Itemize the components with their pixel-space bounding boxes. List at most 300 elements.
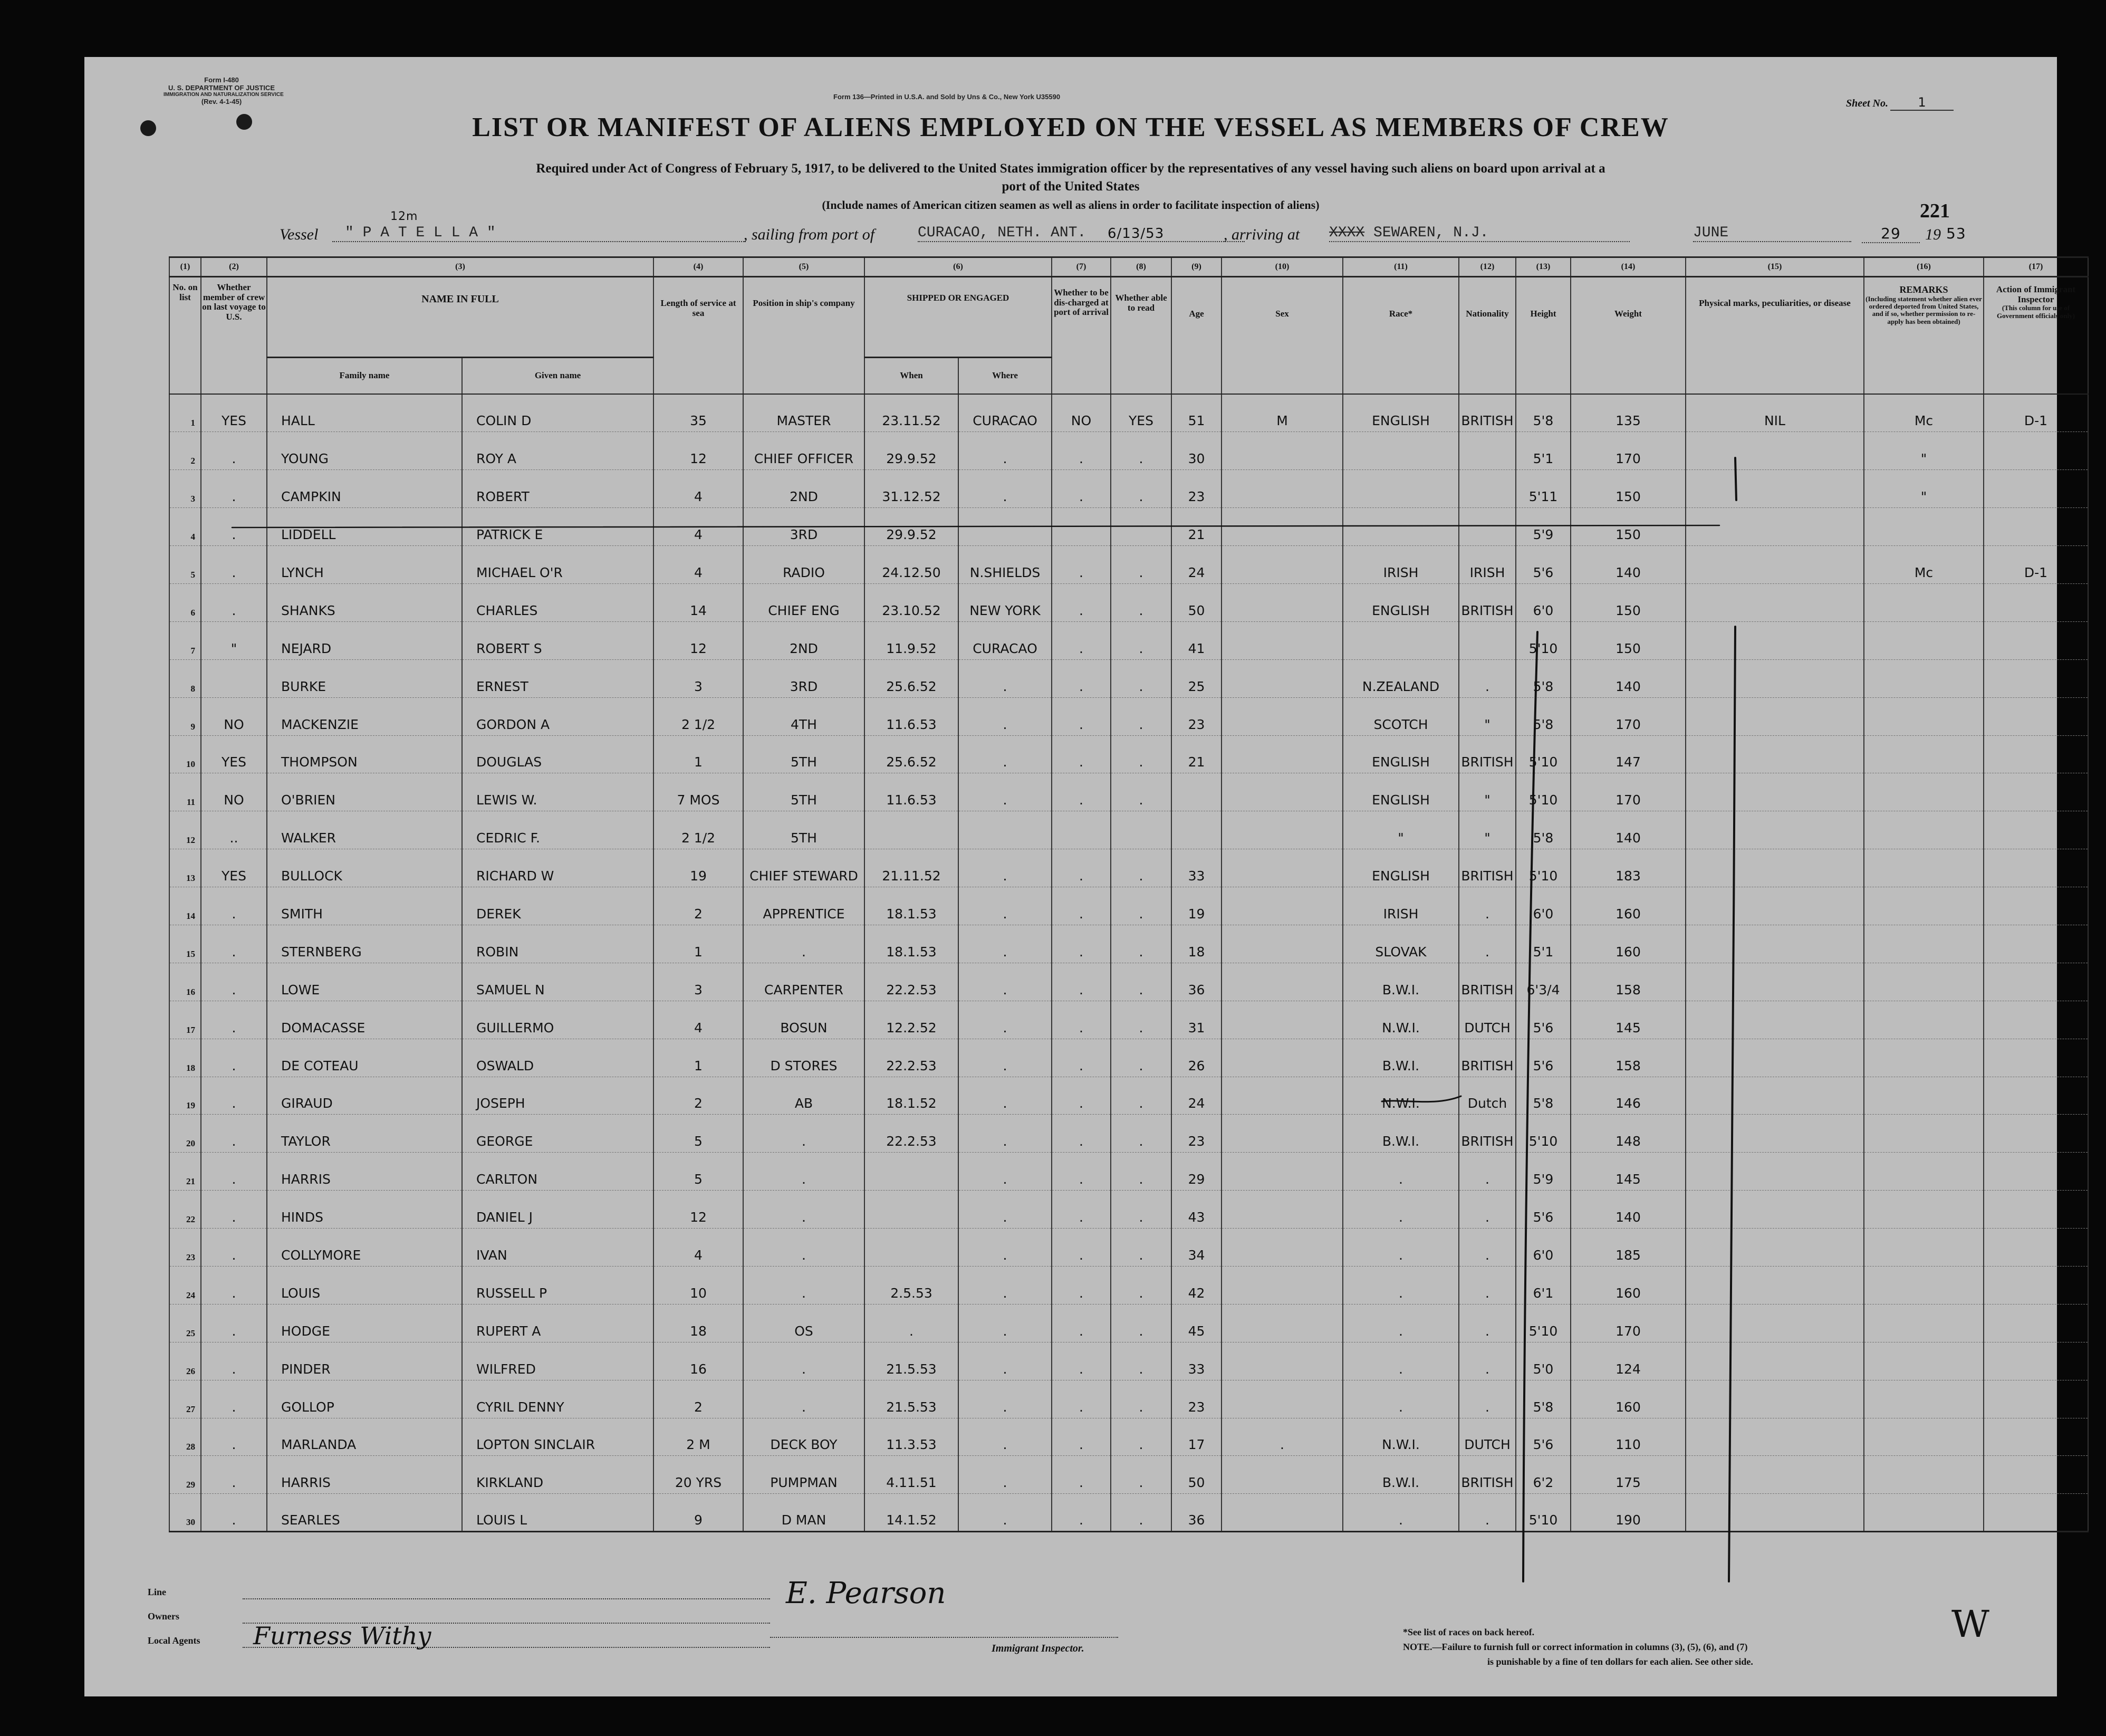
cell-length-service: 1 — [653, 1039, 743, 1077]
cell-position: DECK BOY — [743, 1418, 864, 1456]
cell-crew-no: 5 — [169, 546, 201, 584]
vessel-name: " P A T E L L A " — [332, 225, 746, 242]
cell-last-voyage: . — [201, 1456, 267, 1494]
cell-race: N.W.I. — [1343, 1077, 1459, 1115]
col-num: (5) — [743, 257, 864, 277]
cell-nationality: . — [1459, 1229, 1516, 1267]
cell-height: 5'10 — [1516, 849, 1571, 887]
cell-position: OS — [743, 1304, 864, 1342]
header-sex: Sex — [1222, 277, 1343, 395]
cell-given-name: PATRICK E — [462, 508, 653, 546]
col-num: (8) — [1111, 257, 1171, 277]
cell-nationality: BRITISH — [1459, 1115, 1516, 1153]
cell-given-name: ROBIN — [462, 925, 653, 963]
sheet-label: Sheet No. — [1846, 98, 1888, 109]
arrival-day: 29 — [1862, 225, 1920, 243]
cell-shipped-where: . — [958, 1342, 1052, 1380]
cell-discharged: . — [1052, 1418, 1111, 1456]
cell-weight: 150 — [1571, 470, 1686, 508]
cell-weight: 160 — [1571, 925, 1686, 963]
cell-height: 5'1 — [1516, 925, 1571, 963]
cell-weight: 158 — [1571, 963, 1686, 1001]
cell-able-read: . — [1111, 1342, 1171, 1380]
cell-last-voyage: . — [201, 432, 267, 470]
cell-height: 5'8 — [1516, 1380, 1571, 1418]
cell-age: 30 — [1171, 432, 1222, 470]
manifest-sheet — [84, 57, 2076, 1696]
cell-age: 25 — [1171, 659, 1222, 697]
header-when: When — [864, 357, 958, 394]
cell-age: 50 — [1171, 583, 1222, 621]
cell-crew-no: 25 — [169, 1304, 201, 1342]
cell-shipped-where: . — [958, 925, 1052, 963]
cell-family-name: DOMACASSE — [267, 1001, 462, 1039]
cell-able-read: . — [1111, 1456, 1171, 1494]
cell-length-service: 1 — [653, 925, 743, 963]
cell-race: . — [1343, 1304, 1459, 1342]
cell-position: 5TH — [743, 735, 864, 773]
cell-length-service: 4 — [653, 508, 743, 546]
cell-nationality: BRITISH — [1459, 849, 1516, 887]
cell-weight: 150 — [1571, 508, 1686, 546]
cell-shipped-where: . — [958, 432, 1052, 470]
subtitle-line-1: Required under Act of Congress of February 5, 1917, to be delivered to the United States immigration officer by the representatives of any vessel having such aliens on board upon arrival at a — [536, 161, 1605, 176]
cell-length-service: 2 1/2 — [653, 811, 743, 849]
cell-length-service: 2 — [653, 1380, 743, 1418]
cell-crew-no: 6 — [169, 583, 201, 621]
sailing-port: CURACAO, NETH. ANT. — [918, 225, 1245, 242]
cell-shipped-where: N.SHIELDS — [958, 546, 1052, 584]
cell-family-name: THOMPSON — [267, 735, 462, 773]
cell-family-name: YOUNG — [267, 432, 462, 470]
cell-family-name: CAMPKIN — [267, 470, 462, 508]
cell-shipped-where: . — [958, 735, 1052, 773]
cell-able-read: . — [1111, 963, 1171, 1001]
cell-last-voyage: . — [201, 508, 267, 546]
cell-age: 34 — [1171, 1229, 1222, 1267]
cell-height: 5'9 — [1516, 508, 1571, 546]
cell-able-read: . — [1111, 1380, 1171, 1418]
cell-race: B.W.I. — [1343, 963, 1459, 1001]
cell-position: APPRENTICE — [743, 887, 864, 925]
cell-shipped-where: CURACAO — [958, 621, 1052, 659]
cell-length-service: 5 — [653, 1115, 743, 1153]
cell-last-voyage: . — [201, 1418, 267, 1456]
cell-crew-no: 26 — [169, 1342, 201, 1380]
agents-signature: Furness Withy — [253, 1622, 431, 1650]
cell-age: 21 — [1171, 508, 1222, 546]
header-shipped: SHIPPED OR ENGAGED — [864, 277, 1052, 358]
cell-shipped-when: 31.12.52 — [864, 470, 958, 508]
cell-able-read: . — [1111, 1229, 1171, 1267]
cell-family-name: BURKE — [267, 659, 462, 697]
cell-discharged: . — [1052, 1266, 1111, 1304]
cell-shipped-when: 29.9.52 — [864, 432, 958, 470]
cell-weight: 140 — [1571, 811, 1686, 849]
cell-shipped-where: . — [958, 1380, 1052, 1418]
cell-age: 24 — [1171, 1077, 1222, 1115]
cell-discharged: NO — [1052, 394, 1111, 432]
cell-length-service: 4 — [653, 546, 743, 584]
cell-position: AB — [743, 1077, 864, 1115]
cell-crew-no: 14 — [169, 887, 201, 925]
cell-discharged: . — [1052, 1191, 1111, 1229]
header-no-on-list: No. on list — [169, 277, 201, 395]
cell-weight: 150 — [1571, 621, 1686, 659]
cell-sex: . — [1222, 1418, 1343, 1456]
cell-discharged: . — [1052, 1304, 1111, 1342]
cell-weight: 183 — [1571, 849, 1686, 887]
cell-weight: 135 — [1571, 394, 1686, 432]
cell-given-name: DOUGLAS — [462, 735, 653, 773]
cell-given-name: LOPTON SINCLAIR — [462, 1418, 653, 1456]
cell-able-read: . — [1111, 1418, 1171, 1456]
cell-height: 5'6 — [1516, 1039, 1571, 1077]
cell-age: 19 — [1171, 887, 1222, 925]
cell-age: 18 — [1171, 925, 1222, 963]
cell-nationality: BRITISH — [1459, 394, 1516, 432]
cell-length-service: 4 — [653, 1001, 743, 1039]
cell-last-voyage: . — [201, 1077, 267, 1115]
cell-last-voyage: . — [201, 1153, 267, 1191]
cell-crew-no: 3 — [169, 470, 201, 508]
cell-crew-no: 23 — [169, 1229, 201, 1267]
cell-able-read: . — [1111, 1039, 1171, 1077]
cell-nationality: BRITISH — [1459, 1039, 1516, 1077]
header-name-in-full: NAME IN FULL — [267, 277, 653, 358]
cell-age: 36 — [1171, 1494, 1222, 1532]
cell-given-name: GUILLERMO — [462, 1001, 653, 1039]
cell-height: 5'8 — [1516, 697, 1571, 735]
cell-family-name: TAYLOR — [267, 1115, 462, 1153]
cell-given-name: CEDRIC F. — [462, 811, 653, 849]
cell-shipped-where: . — [958, 470, 1052, 508]
cell-family-name: LIDDELL — [267, 508, 462, 546]
cell-length-service: 14 — [653, 583, 743, 621]
cell-given-name: GEORGE — [462, 1115, 653, 1153]
col-num: (9) — [1171, 257, 1222, 277]
cell-weight: 160 — [1571, 1380, 1686, 1418]
local-agents-label: Local Agents — [148, 1635, 200, 1646]
form-number: Form I-480 — [204, 76, 239, 84]
cell-given-name: RUSSELL P — [462, 1266, 653, 1304]
cell-shipped-where: . — [958, 887, 1052, 925]
cell-able-read: . — [1111, 659, 1171, 697]
cell-able-read: . — [1111, 1001, 1171, 1039]
cell-discharged: . — [1052, 546, 1111, 584]
cell-race: . — [1343, 1191, 1459, 1229]
cell-discharged: . — [1052, 1342, 1111, 1380]
cell-weight: 110 — [1571, 1418, 1686, 1456]
cell-position: 3RD — [743, 508, 864, 546]
cell-length-service: 10 — [653, 1266, 743, 1304]
cell-height: 6'3/4 — [1516, 963, 1571, 1001]
cell-height: 6'1 — [1516, 1266, 1571, 1304]
cell-able-read: . — [1111, 1266, 1171, 1304]
cell-age: 41 — [1171, 621, 1222, 659]
cell-given-name: LEWIS W. — [462, 773, 653, 811]
col-num: (1) — [169, 257, 201, 277]
cell-shipped-when: 29.9.52 — [864, 508, 958, 546]
cell-length-service: 2 1/2 — [653, 697, 743, 735]
cell-race: N.ZEALAND — [1343, 659, 1459, 697]
header-physical: Physical marks, peculiarities, or disease — [1686, 277, 1864, 395]
cell-weight: 140 — [1571, 659, 1686, 697]
cell-family-name: LOWE — [267, 963, 462, 1001]
cell-able-read: . — [1111, 1077, 1171, 1115]
cell-race: IRISH — [1343, 546, 1459, 584]
cell-shipped-when: 22.2.53 — [864, 1115, 958, 1153]
cell-weight: 175 — [1571, 1456, 1686, 1494]
subtitle-line-3: (Include names of American citizen seamen as well as aliens in order to facilitate inspection of aliens) — [822, 198, 1320, 212]
col-num: (12) — [1459, 257, 1516, 277]
cell-family-name: HARRIS — [267, 1456, 462, 1494]
cell-weight: 140 — [1571, 546, 1686, 584]
page-stamp: 221 — [1920, 200, 1950, 222]
cell-weight: 145 — [1571, 1001, 1686, 1039]
cell-crew-no: 28 — [169, 1418, 201, 1456]
cell-age: 33 — [1171, 849, 1222, 887]
cell-crew-no: 12 — [169, 811, 201, 849]
cell-shipped-where: . — [958, 1191, 1052, 1229]
cell-family-name: LYNCH — [267, 546, 462, 584]
cell-length-service: 12 — [653, 1191, 743, 1229]
cell-nationality: DUTCH — [1459, 1001, 1516, 1039]
cell-height: 5'10 — [1516, 773, 1571, 811]
cell-nationality: BRITISH — [1459, 963, 1516, 1001]
cell-family-name: NEJARD — [267, 621, 462, 659]
cell-length-service: 1 — [653, 735, 743, 773]
cell-able-read: . — [1111, 1304, 1171, 1342]
header-remarks-note: (Including statement whether alien ever ordered deported from United States, and if so, whether permission to re-apply has been obtained) — [1865, 294, 1982, 325]
cell-shipped-where: . — [958, 1077, 1052, 1115]
owners-label: Owners — [148, 1611, 179, 1622]
cell-family-name: GIRAUD — [267, 1077, 462, 1115]
cell-race: IRISH — [1343, 887, 1459, 925]
cell-last-voyage: . — [201, 1001, 267, 1039]
inspector-label: Immigrant Inspector. — [992, 1643, 1084, 1654]
cell-nationality: . — [1459, 925, 1516, 963]
header-action: Action of Immigrant Inspector — [1996, 284, 2076, 304]
arrival-century: 19 — [1925, 226, 1941, 243]
cell-height: 5'10 — [1516, 1304, 1571, 1342]
header-weight: Weight — [1571, 277, 1686, 395]
cell-race: " — [1343, 811, 1459, 849]
cell-given-name: DEREK — [462, 887, 653, 925]
cell-nationality: . — [1459, 1266, 1516, 1304]
col-num: (10) — [1222, 257, 1343, 277]
header-able-read: Whether able to read — [1111, 277, 1171, 395]
cell-remarks: Mc — [1864, 394, 1984, 432]
cell-shipped-where: CURACAO — [958, 394, 1052, 432]
cell-weight: 147 — [1571, 735, 1686, 773]
cell-length-service: 3 — [653, 963, 743, 1001]
cell-family-name: O'BRIEN — [267, 773, 462, 811]
cell-shipped-when: 21.5.53 — [864, 1342, 958, 1380]
cell-nationality: BRITISH — [1459, 583, 1516, 621]
cell-weight: 160 — [1571, 887, 1686, 925]
inspector-signature: E. Pearson — [786, 1576, 946, 1610]
cell-able-read: . — [1111, 470, 1171, 508]
cell-height: 5'8 — [1516, 394, 1571, 432]
cell-shipped-where: . — [958, 1039, 1052, 1077]
cell-crew-no: 16 — [169, 963, 201, 1001]
header-where: Where — [958, 357, 1052, 394]
cell-age: 23 — [1171, 470, 1222, 508]
header-race: Race* — [1343, 277, 1459, 395]
cell-shipped-when: 18.1.52 — [864, 1077, 958, 1115]
cell-last-voyage: . — [201, 887, 267, 925]
cell-height: 5'11 — [1516, 470, 1571, 508]
sailing-label: , sailing from port of — [744, 226, 875, 243]
cell-nationality: BRITISH — [1459, 1456, 1516, 1494]
cell-age: 45 — [1171, 1304, 1222, 1342]
cell-position: 5TH — [743, 811, 864, 849]
cell-discharged: . — [1052, 1077, 1111, 1115]
cell-nationality: . — [1459, 887, 1516, 925]
cell-position: RADIO — [743, 546, 864, 584]
cell-crew-no: 27 — [169, 1380, 201, 1418]
cell-discharged: . — [1052, 963, 1111, 1001]
cell-shipped-where: . — [958, 1494, 1052, 1532]
cell-physical-marks: NIL — [1686, 394, 1864, 432]
cell-position: CARPENTER — [743, 963, 864, 1001]
cell-crew-no: 11 — [169, 773, 201, 811]
cell-position: . — [743, 925, 864, 963]
cell-shipped-when: . — [864, 1304, 958, 1342]
cell-race: ENGLISH — [1343, 773, 1459, 811]
cell-height: 5'10 — [1516, 1494, 1571, 1532]
cell-last-voyage: . — [201, 1342, 267, 1380]
inspector-field — [770, 1637, 1118, 1638]
vessel-note: 12m — [390, 210, 418, 223]
cell-shipped-where: . — [958, 849, 1052, 887]
action-ditto-line — [1729, 627, 1735, 1581]
cell-last-voyage: YES — [201, 735, 267, 773]
cell-crew-no: 17 — [169, 1001, 201, 1039]
cell-given-name: ERNEST — [462, 659, 653, 697]
cell-given-name: DANIEL J — [462, 1191, 653, 1229]
cell-position: MASTER — [743, 394, 864, 432]
cell-position: D MAN — [743, 1494, 864, 1532]
cell-remarks: " — [1864, 432, 1984, 470]
cell-nationality: " — [1459, 697, 1516, 735]
cell-last-voyage: NO — [201, 697, 267, 735]
cell-crew-no: 24 — [169, 1266, 201, 1304]
cell-position: 2ND — [743, 470, 864, 508]
cell-discharged: . — [1052, 887, 1111, 925]
header-nationality: Nationality — [1459, 277, 1516, 395]
cell-crew-no: 8 — [169, 659, 201, 697]
note-label: NOTE. — [1403, 1642, 1432, 1652]
cell-discharged: . — [1052, 659, 1111, 697]
cell-action: D-1 — [1984, 546, 2088, 584]
col-num: (15) — [1686, 257, 1864, 277]
cell-race: N.W.I. — [1343, 1001, 1459, 1039]
cell-position: CHIEF ENG — [743, 583, 864, 621]
cell-nationality: . — [1459, 1153, 1516, 1191]
strike-through-row-4 — [232, 525, 1719, 529]
col-num: (3) — [267, 257, 653, 277]
cell-length-service: 5 — [653, 1153, 743, 1191]
cell-shipped-when: 11.3.53 — [864, 1418, 958, 1456]
header-height: Height — [1516, 277, 1571, 395]
cell-crew-no: 22 — [169, 1191, 201, 1229]
cell-able-read: . — [1111, 773, 1171, 811]
cell-length-service: 7 MOS — [653, 773, 743, 811]
cell-crew-no: 2 — [169, 432, 201, 470]
cell-crew-no: 7 — [169, 621, 201, 659]
cell-given-name: ROY A — [462, 432, 653, 470]
cell-discharged: . — [1052, 1456, 1111, 1494]
header-family-name: Family name — [267, 357, 462, 394]
cell-length-service: 12 — [653, 621, 743, 659]
cell-shipped-where: . — [958, 659, 1052, 697]
cell-age: 36 — [1171, 963, 1222, 1001]
cell-shipped-where: . — [958, 697, 1052, 735]
cell-position: 4TH — [743, 697, 864, 735]
cell-race: B.W.I. — [1343, 1039, 1459, 1077]
cell-discharged: . — [1052, 735, 1111, 773]
cell-length-service: 12 — [653, 432, 743, 470]
cell-discharged: . — [1052, 470, 1111, 508]
service: IMMIGRATION AND NATURALIZATION SERVICE — [164, 92, 284, 98]
cell-position: D STORES — [743, 1039, 864, 1077]
cell-height: 6'0 — [1516, 887, 1571, 925]
cell-length-service: 35 — [653, 394, 743, 432]
col-num: (4) — [653, 257, 743, 277]
cell-family-name: HALL — [267, 394, 462, 432]
cell-able-read: . — [1111, 697, 1171, 735]
cell-nationality: BRITISH — [1459, 735, 1516, 773]
col-num: (13) — [1516, 257, 1571, 277]
cell-race: . — [1343, 1153, 1459, 1191]
cell-discharged: . — [1052, 621, 1111, 659]
corner-mark: W — [1951, 1603, 1990, 1646]
col-num: (6) — [864, 257, 1052, 277]
cell-height: 6'0 — [1516, 583, 1571, 621]
col-num: (16) — [1864, 257, 1984, 277]
cell-family-name: MARLANDA — [267, 1418, 462, 1456]
cell-height: 5'6 — [1516, 1418, 1571, 1456]
cell-nationality: . — [1459, 1494, 1516, 1532]
sailing-date: 6/13/53 — [1108, 226, 1165, 242]
cell-height: 6'0 — [1516, 1229, 1571, 1267]
cell-length-service: 3 — [653, 659, 743, 697]
cell-position: . — [743, 1342, 864, 1380]
cell-last-voyage: . — [201, 470, 267, 508]
cell-crew-no: 13 — [169, 849, 201, 887]
cell-nationality: . — [1459, 1304, 1516, 1342]
cell-weight: 170 — [1571, 432, 1686, 470]
subtitle-line-2: port of the United States — [1002, 179, 1140, 194]
cell-shipped-when: 12.2.52 — [864, 1001, 958, 1039]
cell-shipped-when: 4.11.51 — [864, 1456, 958, 1494]
cell-able-read: . — [1111, 1153, 1171, 1191]
cell-able-read: . — [1111, 432, 1171, 470]
cell-discharged: . — [1052, 1494, 1111, 1532]
cell-position: . — [743, 1153, 864, 1191]
cell-height: 5'6 — [1516, 1001, 1571, 1039]
col-num: (11) — [1343, 257, 1459, 277]
cell-nationality: . — [1459, 1342, 1516, 1380]
vessel-label: Vessel — [280, 226, 319, 243]
cell-age: 21 — [1171, 735, 1222, 773]
line-label: Line — [148, 1587, 167, 1597]
cell-age: 50 — [1171, 1456, 1222, 1494]
cell-remarks: " — [1864, 470, 1984, 508]
cell-family-name: HODGE — [267, 1304, 462, 1342]
